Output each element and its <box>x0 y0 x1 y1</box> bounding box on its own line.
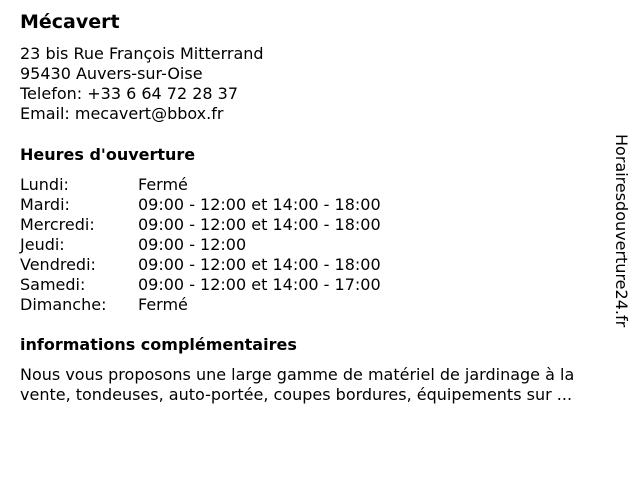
day-hours: Fermé <box>138 175 188 194</box>
day-hours: Fermé <box>138 295 188 314</box>
description-line: Nous vous proposons une large gamme de matériel de jardinage à la <box>20 365 575 384</box>
description-text <box>20 365 625 405</box>
address-street: 23 bis Rue François Mitterrand <box>20 44 264 63</box>
day-label: Jeudi: <box>20 235 65 254</box>
business-name: Mécavert <box>20 11 120 33</box>
hours-heading: Heures d'ouverture <box>20 145 196 164</box>
site-watermark <box>607 134 635 344</box>
email-text: Email: mecavert@bbox.fr <box>20 104 224 123</box>
phone-text: Telefon: +33 6 64 72 28 37 <box>20 84 239 103</box>
day-label: Dimanche: <box>20 295 107 314</box>
watermark-text: Horairesdouverture24.fr <box>612 134 631 328</box>
day-label: Lundi: <box>20 175 69 194</box>
info-heading: informations complémentaires <box>20 335 297 354</box>
day-hours: 09:00 - 12:00 <box>138 235 247 254</box>
day-hours: 09:00 - 12:00 et 14:00 - 18:00 <box>138 215 381 234</box>
address-city: 95430 Auvers-sur-Oise <box>20 64 203 83</box>
day-label: Vendredi: <box>20 255 96 274</box>
day-label: Samedi: <box>20 275 86 294</box>
contact-block <box>20 44 264 124</box>
day-label: Mardi: <box>20 195 70 214</box>
day-hours: 09:00 - 12:00 et 14:00 - 18:00 <box>138 255 381 274</box>
day-hours: 09:00 - 12:00 et 14:00 - 18:00 <box>138 195 381 214</box>
day-hours: 09:00 - 12:00 et 14:00 - 17:00 <box>138 275 381 294</box>
day-label: Mercredi: <box>20 215 95 234</box>
description-line: vente, tondeuses, auto-portée, coupes bordures, équipements sur ... <box>20 385 573 404</box>
